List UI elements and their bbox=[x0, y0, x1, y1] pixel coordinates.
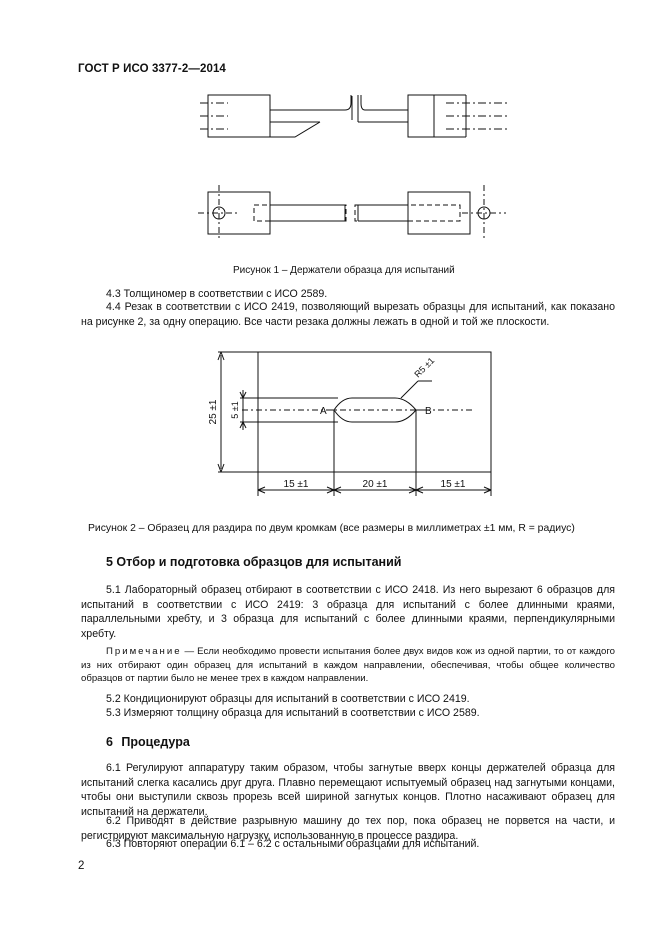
note-label: Примечание bbox=[106, 646, 182, 657]
paragraph-5-1: 5.1 Лабораторный образец отбирают в соответствии с ИСО 2418. Из него вырезают 6 образцов для испытаний в соответствии с ИСО 2419: 3 образца для испытаний с более длинными краями, параллельными хребту, и 3 образца для испытаний с более длинными краями, перпендикулярными хребту. bbox=[81, 584, 615, 640]
dim-middle-length-label: 20 ±1 bbox=[362, 479, 388, 490]
section-5-heading: 5 Отбор и подготовка образцов для испытаний bbox=[106, 555, 402, 569]
dim-left-length-label: 15 ±1 bbox=[283, 479, 309, 490]
page-number: 2 bbox=[78, 860, 85, 872]
dim-radius-label: R5 ±1 bbox=[412, 355, 437, 380]
point-a-label: A bbox=[320, 406, 327, 417]
point-b-label: B bbox=[425, 406, 432, 417]
dim-height-label: 25 ±1 bbox=[208, 399, 219, 425]
paragraph-6-2: 6.2 Приводят в действие разрывную машину до тех пор, пока образец не порвется на части, и регистрируют максимальную нагрузку, использованную в процессе раздира. bbox=[81, 815, 615, 842]
specimen-slot bbox=[334, 398, 416, 422]
note-block bbox=[81, 645, 615, 686]
section-6-heading: 6 Процедура bbox=[106, 735, 190, 749]
note-text: — Если необходимо провести испытания более двух видов кож из одной партии, то от каждого из них отбирают один образец для испытаний в каждом направлении, обеспечивая, чтобы общее количество образцов от партии было не менее трех в каждом направлении. bbox=[81, 646, 615, 684]
dim-right-length-label: 15 ±1 bbox=[440, 479, 466, 490]
specimen-outline bbox=[258, 352, 491, 472]
figure2-caption: Рисунок 2 – Образец для раздира по двум кромкам (все размеры в миллиметрах ±1 мм, R = радиус) bbox=[88, 523, 575, 534]
dim-slot-label: 5 ±1 bbox=[230, 401, 240, 419]
paragraph-4-4: 4.4 Резак в соответствии с ИСО 2419, позволяющий вырезать образцы для испытаний, как показано на рисунке 2, за одну операцию. Все части резака должны лежать в одной и той же плоскости. bbox=[81, 301, 615, 328]
paragraph-6-3: 6.3 Повторяют операции 6.1 – 6.2 с остальными образцами для испытаний. bbox=[106, 838, 480, 850]
paragraph-4-3: 4.3 Толщиномер в соответствии с ИСО 2589. bbox=[106, 288, 328, 300]
paragraph-5-3: 5.3 Измеряют толщину образца для испытаний в соответствии с ИСО 2589. bbox=[106, 707, 480, 719]
document-code: ГОСТ Р ИСО 3377-2—2014 bbox=[78, 63, 226, 75]
paragraph-5-2: 5.2 Кондиционируют образцы для испытаний в соответствии с ИСО 2419. bbox=[106, 693, 470, 705]
paragraph-6-1: 6.1 Регулируют аппаратуру таким образом, чтобы загнутые вверх концы держателей образца для испытаний слегка касались друг друга. Плавно перемещают испытуемый образец над загнутыми концами, чтобы они выступили сквозь прорезь всей шириной загнутых концов. Плотно насаживают образец для испытаний на держатели. bbox=[81, 762, 615, 818]
figure1-caption: Рисунок 1 – Держатели образца для испытаний bbox=[233, 265, 455, 276]
